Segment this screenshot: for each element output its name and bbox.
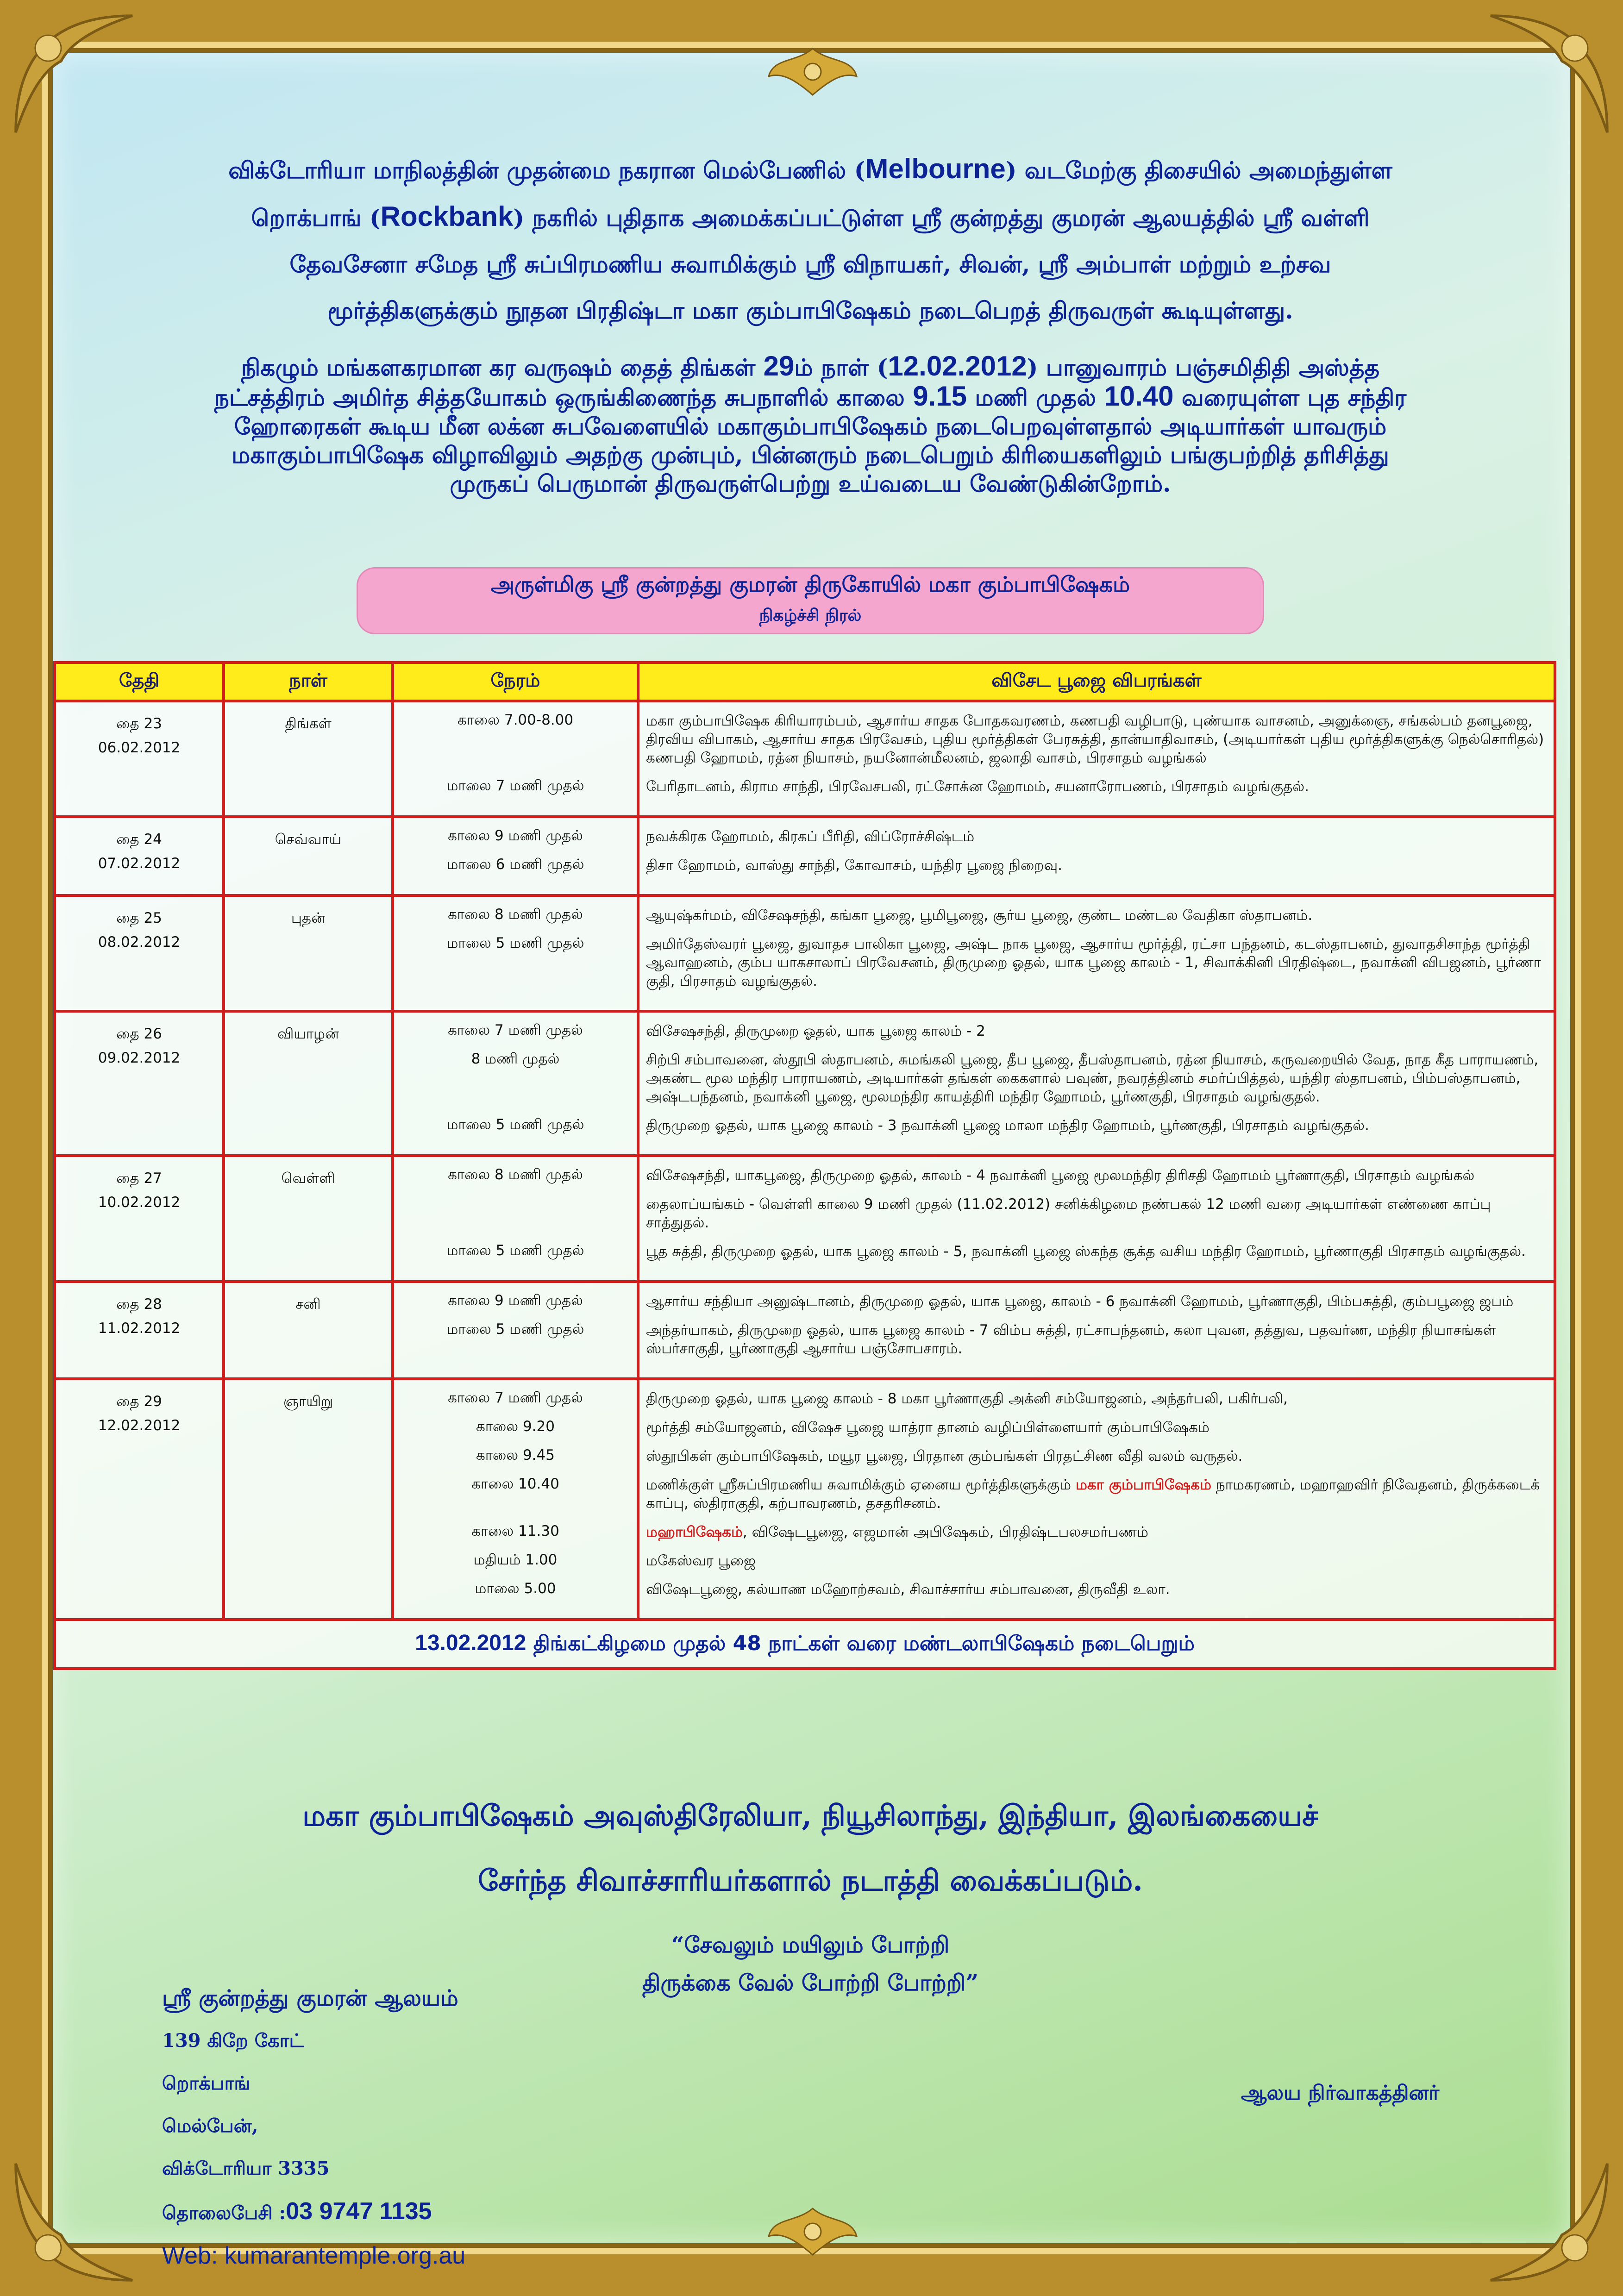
detail-entry: திசா ஹோமம், வாஸ்து சாந்தி, கோவாசம், யந்திர பூஜை நிறைவு. (646, 857, 1063, 874)
phone-line: தொலைபேசி :03 9747 1135 (162, 2198, 432, 2225)
cell-time (393, 1011, 638, 1156)
cell-day: வெள்ளி (224, 1156, 393, 1282)
banner-subtitle: நிகழ்ச்சி நிரல் (759, 606, 862, 625)
corner-flourish-icon (9, 9, 139, 139)
intro-paragraph-2 (102, 352, 1519, 498)
time-entry: காலை 10.40 (471, 1476, 559, 1492)
intro-line: நிகழும் மங்களகரமான கர வருஷம் தைத் திங்கள் 29ம் நாள் (12.02.2012) பானுவாரம் பஞ்சமிதிதி அஸ்த்த (241, 350, 1380, 382)
cell-time (393, 1282, 638, 1379)
corner-flourish-icon (1484, 2157, 1614, 2287)
table-row (55, 1156, 1555, 1282)
time-entry: காலை 9 மணி முதல் (448, 827, 583, 844)
table-row (55, 1379, 1555, 1620)
intro-line: தேவசேனா சமேத ஸ்ரீ சுப்பிரமணிய சுவாமிக்கும் ஸ்ரீ விநாயகர், சிவன், ஸ்ரீ அம்பாள் மற்றும் உற்சவ (289, 250, 1331, 278)
date-gregorian: 10.02.2012 (98, 1194, 181, 1211)
closing-line-1: மகா கும்பாபிஷேகம் அவுஸ்திரேலியா, நியூசிலாந்து, இந்தியா, இலங்கையைச் (302, 1799, 1318, 1833)
date-gregorian: 07.02.2012 (98, 855, 181, 872)
quote-line: “சேவலும் மயிலும் போற்றி (671, 1932, 950, 1958)
table-row (55, 817, 1555, 895)
header-date: தேதி (55, 663, 224, 701)
intro-line: நட்சத்திரம் அமிர்த சித்தயோகம் ஒருங்கிணைந்த சுபநாளில் காலை 9.15 மணி முதல் 10.40 வரையுள்ள புத சந்திர (214, 381, 1407, 412)
address-block (162, 1977, 465, 2277)
detail-entry: ஸ்தூபிகள் கும்பாபிஷேகம், மயூர பூஜை, பிரதான கும்பங்கள் பிரதட்சிண வீதி வலம் வருதல். (646, 1448, 1243, 1464)
detail-entry: அந்தர்யாகம், திருமுறை ஓதல், யாக பூஜை காலம் - 7 விம்ப சுத்தி, ரட்சாபந்தனம், கலா புவன, தத்துவ, பதவர்ண, மந்திர நியாசங்கள் ஸ்பர்சாகுதி, பூர்ணாகுதி ஆசார்ய பஞ்சோபசாரம். (646, 1322, 1496, 1357)
date-gregorian: 06.02.2012 (98, 739, 181, 756)
date-gregorian: 08.02.2012 (98, 934, 181, 951)
cell-details (638, 895, 1555, 1011)
header-details: விசேட பூஜை விபரங்கள் (638, 663, 1555, 701)
intro-line: மூர்த்திகளுக்கும் நூதன பிரதிஷ்டா மகா கும்பாபிஷேகம் நடைபெறத் திருவருள் கூடியுள்ளது. (327, 297, 1293, 324)
admin-signature: ஆலய நிர்வாகத்தினர் (1241, 2081, 1440, 2105)
cell-details (638, 1011, 1555, 1156)
cell-details (638, 701, 1555, 817)
time-entry: மாலை 7 மணி முதல் (446, 777, 584, 794)
table-row (55, 701, 1555, 817)
detail-entry: மஹாபிஷேகம், விஷேடபூஜை, எஜமான் அபிஷேகம், பிரதிஷ்டபலசமர்பணம் (646, 1524, 1148, 1540)
closing-line-2: சேர்ந்த சிவாச்சாரியர்களால் நடாத்தி வைக்கப்படும். (478, 1864, 1143, 1897)
address-state: விக்டோரியா 3335 (162, 2158, 330, 2179)
table-header-row (55, 663, 1555, 701)
cell-details (638, 817, 1555, 895)
time-entry: மாலை 5 மணி முதல் (446, 1321, 584, 1338)
cell-day: புதன் (224, 895, 393, 1011)
cell-day: செவ்வாய் (224, 817, 393, 895)
date-gregorian: 11.02.2012 (98, 1320, 181, 1337)
cell-date (55, 1156, 224, 1282)
cell-details (638, 1156, 1555, 1282)
corner-flourish-icon (1484, 9, 1614, 139)
intro-line: விக்டோரியா மாநிலத்தின் முதன்மை நகரான மெல்பேணில் (Melbourne) வடமேற்கு திசையில் அமைந்துள்ள (228, 153, 1392, 184)
schedule-body (55, 701, 1555, 1620)
cell-day: வியாழன் (224, 1011, 393, 1156)
detail-entry: பூத சுத்தி, திருமுறை ஓதல், யாக பூஜை காலம் - 5, நவாக்னி பூஜை ஸ்கந்த சூக்த வசிய மந்திர ஹோமம், பூர்ணாகுதி பிரசாதம் வழங்குதல். (646, 1243, 1526, 1260)
time-entry: மாலை 5 மணி முதல் (446, 935, 584, 951)
intro-line: ஹோரைகள் கூடிய மீன லக்ன சுபவேளையில் மகாகும்பாபிஷேகம் நடைபெறவுள்ளதால் அடியார்கள் யாவரும் (234, 413, 1387, 440)
intro-line: முருகப் பெருமான் திருவருள்பெற்று உய்வடைய வேண்டுகின்றோம். (450, 470, 1171, 497)
detail-entry: தைலாப்யங்கம் - வெள்ளி காலை 9 மணி முதல் (11.02.2012) சனிக்கிழமை நண்பகல் 12 மணி வரை அடியார்கள் எண்ணை காப்பு சாத்துதல். (646, 1196, 1491, 1231)
intro-line: றொக்பாங் (Rockbank) நகரில் புதிதாக அமைக்கப்பட்டுள்ள ஸ்ரீ குன்றத்து குமரன் ஆலயத்தில் ஸ்ரீ வள்ளி (251, 201, 1370, 232)
time-entry: மாலை 5 மணி முதல் (446, 1116, 584, 1133)
time-entry: காலை 11.30 (471, 1523, 559, 1539)
corner-flourish-icon (9, 2157, 139, 2287)
table-footer-row (55, 1620, 1555, 1669)
cell-day: ஞாயிறு (224, 1379, 393, 1620)
address-city: மெல்பேன், (162, 2115, 258, 2137)
cell-time (393, 1156, 638, 1282)
cell-time (393, 1379, 638, 1620)
detail-entry: விஷேடபூஜை, கல்யாண மஹோற்சவம், சிவாச்சார்ய சம்பாவனை, திருவீதி உலா. (646, 1581, 1170, 1598)
detail-entry: திருமுறை ஓதல், யாக பூஜை காலம் - 8 மகா பூர்ணாகுதி அக்னி சம்யோஜனம், அந்தர்பலி, பகிர்பலி, (646, 1390, 1288, 1407)
detail-entry: மணிக்குள் ஸ்ரீசுப்பிரமணிய சுவாமிக்கும் ஏனைய மூர்த்திகளுக்கும் மகா கும்பாபிஷேகம் நாமகரணம், மஹாஹவிர் நிவேதனம், திருக்கடைக் காப்பு, ஸ்திராகுதி, கற்பாவரணம், தசதரிசனம். (646, 1476, 1540, 1512)
cell-day: சனி (224, 1282, 393, 1379)
cell-day: திங்கள் (224, 701, 393, 817)
time-entry: காலை 9.20 (476, 1418, 555, 1435)
temple-name: ஸ்ரீ குன்றத்து குமரன் ஆலயம் (162, 1985, 458, 2011)
time-entry: காலை 9 மணி முதல் (448, 1292, 583, 1309)
detail-entry: மூர்த்தி சம்யோஜனம், விஷேச பூஜை யாத்ரா தானம் வழிப்பிள்ளையார் கும்பாபிஷேகம் (646, 1419, 1209, 1436)
detail-entry: மகா கும்பாபிஷேக கிரியாரம்பம், ஆசார்ய சாதக போதகவரணம், கணபதி வழிபாடு, புண்யாக வாசனம், அனுக்ஞை, சங்கல்பம் தனபூஜை, திரவிய விபாகம், ஆசார்ய சாதக பிரவேசம், புதிய மூர்த்திகள் பேரசுத்தி, தான்யாதிவாசம், (அடியார்கள் புதிய மூர்த்திகளுக்கு நெல்சொரிதல்) கணபதி ஹோமம், ரத்ன நியாசம், நயனோன்மீலனம், ஜலாதி வாசம், பிரசாதம் வழங்கல் (646, 713, 1544, 766)
detail-entry: அமிர்தேஸ்வரர் பூஜை, துவாதச பாலிகா பூஜை, அஷ்ட நாக பூஜை, ஆசார்ய மூர்த்தி, ரட்சா பந்தனம், கடஸ்தாபனம், துவாதசிசாந்த மூர்த்தி ஆவாஹனம், கும்ப யாகசாலாப் பிரவேசனம், திருமுறை ஓதல், யாக பூஜை காலம் - 1, சிவாக்கினி பிரதிஷ்டை, நவாக்னி விபஜனம், பூர்ணா குதி, பிரசாதம் வழங்குதல். (646, 936, 1541, 989)
cell-details (638, 1282, 1555, 1379)
detail-entry: விசேஷசந்தி, யாகபூஜை, திருமுறை ஓதல், காலம் - 4 நவாக்னி பூஜை மூலமந்திர திரிசதி ஹோமம் பூர்ணாகுதி, பிரசாதம் வழங்கல் (646, 1167, 1475, 1184)
date-tamil: தை 26 (116, 1026, 162, 1042)
cell-date (55, 1011, 224, 1156)
cell-date (55, 895, 224, 1011)
cell-time (393, 817, 638, 895)
date-tamil: தை 27 (116, 1170, 162, 1187)
time-entry: மதியம் 1.00 (473, 1552, 558, 1568)
cell-time (393, 701, 638, 817)
detail-entry: பேரிதாடனம், கிராம சாந்தி, பிரவேசபலி, ரட்சோக்ன ஹோமம், சயனாரோபணம், பிரசாதம் வழங்குதல். (646, 778, 1309, 795)
intro-line: மகாகும்பாபிஷேக விழாவிலும் அதற்கு முன்பும், பின்னரும் நடைபெறும் கிரியைகளிலும் பங்குபற்றித் தரிசித்து (232, 441, 1389, 469)
mandala-abhishekam-note: 13.02.2012 திங்கட்கிழமை முதல் 48 நாட்கள் வரை மண்டலாபிஷேகம் நடைபெறும் (55, 1620, 1555, 1669)
date-tamil: தை 28 (116, 1296, 162, 1313)
cell-date (55, 1282, 224, 1379)
time-entry: காலை 9.45 (476, 1447, 555, 1464)
time-entry: காலை 7.00-8.00 (457, 712, 574, 728)
ornament-scroll-icon (764, 44, 861, 100)
header-day: நாள் (224, 663, 393, 701)
schedule-table (53, 661, 1556, 1670)
table-row (55, 895, 1555, 1011)
time-entry: மாலை 5 மணி முதல் (446, 1242, 584, 1259)
time-entry: காலை 7 மணி முதல் (448, 1389, 583, 1406)
time-entry: மாலை 6 மணி முதல் (446, 856, 584, 873)
time-entry: காலை 7 மணி முதல் (448, 1022, 583, 1039)
cell-time (393, 895, 638, 1011)
cell-details (638, 1379, 1555, 1620)
intro-paragraph-1 (102, 146, 1519, 334)
time-entry: காலை 8 மணி முதல் (448, 1166, 583, 1183)
detail-entry: நவக்கிரக ஹோமம், கிரகப் பீரிதி, விப்ரோச்சிஷ்டம் (646, 828, 975, 845)
program-banner (357, 567, 1264, 634)
date-tamil: தை 24 (116, 831, 162, 848)
address-street: 139 கிறே கோட் (162, 2030, 304, 2052)
cell-date (55, 701, 224, 817)
detail-entry: திருமுறை ஓதல், யாக பூஜை காலம் - 3 நவாக்னி பூஜை மாலா மந்திர ஹோமம், பூர்ணகுதி, பிரசாதம் வழங்குதல். (646, 1117, 1369, 1134)
table-row (55, 1282, 1555, 1379)
time-entry: 8 மணி முதல் (471, 1051, 560, 1067)
quote-line: திருக்கை வேல் போற்றி போற்றி” (642, 1970, 978, 1996)
table-row (55, 1011, 1555, 1156)
banner-title: அருள்மிகு ஸ்ரீ குன்றத்து குமரன் திருகோயில் மகா கும்பாபிஷேகம் (490, 572, 1130, 597)
cell-date (55, 1379, 224, 1620)
address-suburb: றொக்பாங் (162, 2072, 251, 2094)
detail-entry: சிற்பி சம்பாவனை, ஸ்தூபி ஸ்தாபனம், சுமங்கலி பூஜை, தீப பூஜை, தீபஸ்தாபனம், ரத்ன நியாசம், கருவறையில் வேத, நாத கீத பாராயணம், அகண்ட மூல மந்திர பாராயணம், அடியார்கள் தங்கள் கைகளால் பவுண், நவரத்தினம் சமர்ப்பித்தல், யந்திர ஸ்தாபனம், பிம்பஸ்தாபனம், அஷ்டபந்தனம், நவாக்னி பூஜை, மூலமந்திர காயத்திரி மந்திர ஹோமம், பூர்ணகுதி, பிரசாதம் வழங்குதல். (646, 1051, 1539, 1105)
ornament-scroll-icon (764, 2204, 861, 2259)
date-tamil: தை 29 (116, 1393, 162, 1410)
header-time: நேரம் (393, 663, 638, 701)
detail-entry: ஆயுஷ்கர்மம், விசேஷசந்தி, கங்கா பூஜை, பூமிபூஜை, சூர்ய பூஜை, குண்ட மண்டல வேதிகா ஸ்தாபனம். (646, 907, 1313, 924)
website-link[interactable]: Web: kumarantemple.org.au (162, 2242, 466, 2269)
date-gregorian: 12.02.2012 (98, 1417, 181, 1434)
detail-entry: ஆசார்ய சந்தியா அனுஷ்டானம், திருமுறை ஓதல், யாக பூஜை, காலம் - 6 நவாக்னி ஹோமம், பூர்ணாகுதி, பிம்பசுத்தி, கும்பபூஜை ஜபம் (646, 1293, 1514, 1310)
detail-entry: மகேஸ்வர பூஜை (646, 1552, 756, 1569)
time-entry: காலை 8 மணி முதல் (448, 906, 583, 923)
cell-date (55, 817, 224, 895)
quote-block (556, 1926, 1065, 2002)
date-tamil: தை 23 (116, 715, 162, 732)
date-gregorian: 09.02.2012 (98, 1050, 181, 1066)
date-tamil: தை 25 (116, 910, 162, 926)
time-entry: மாலை 5.00 (475, 1580, 556, 1597)
detail-entry: விசேஷசந்தி, திருமுறை ஓதல், யாக பூஜை காலம் - 2 (646, 1023, 985, 1039)
